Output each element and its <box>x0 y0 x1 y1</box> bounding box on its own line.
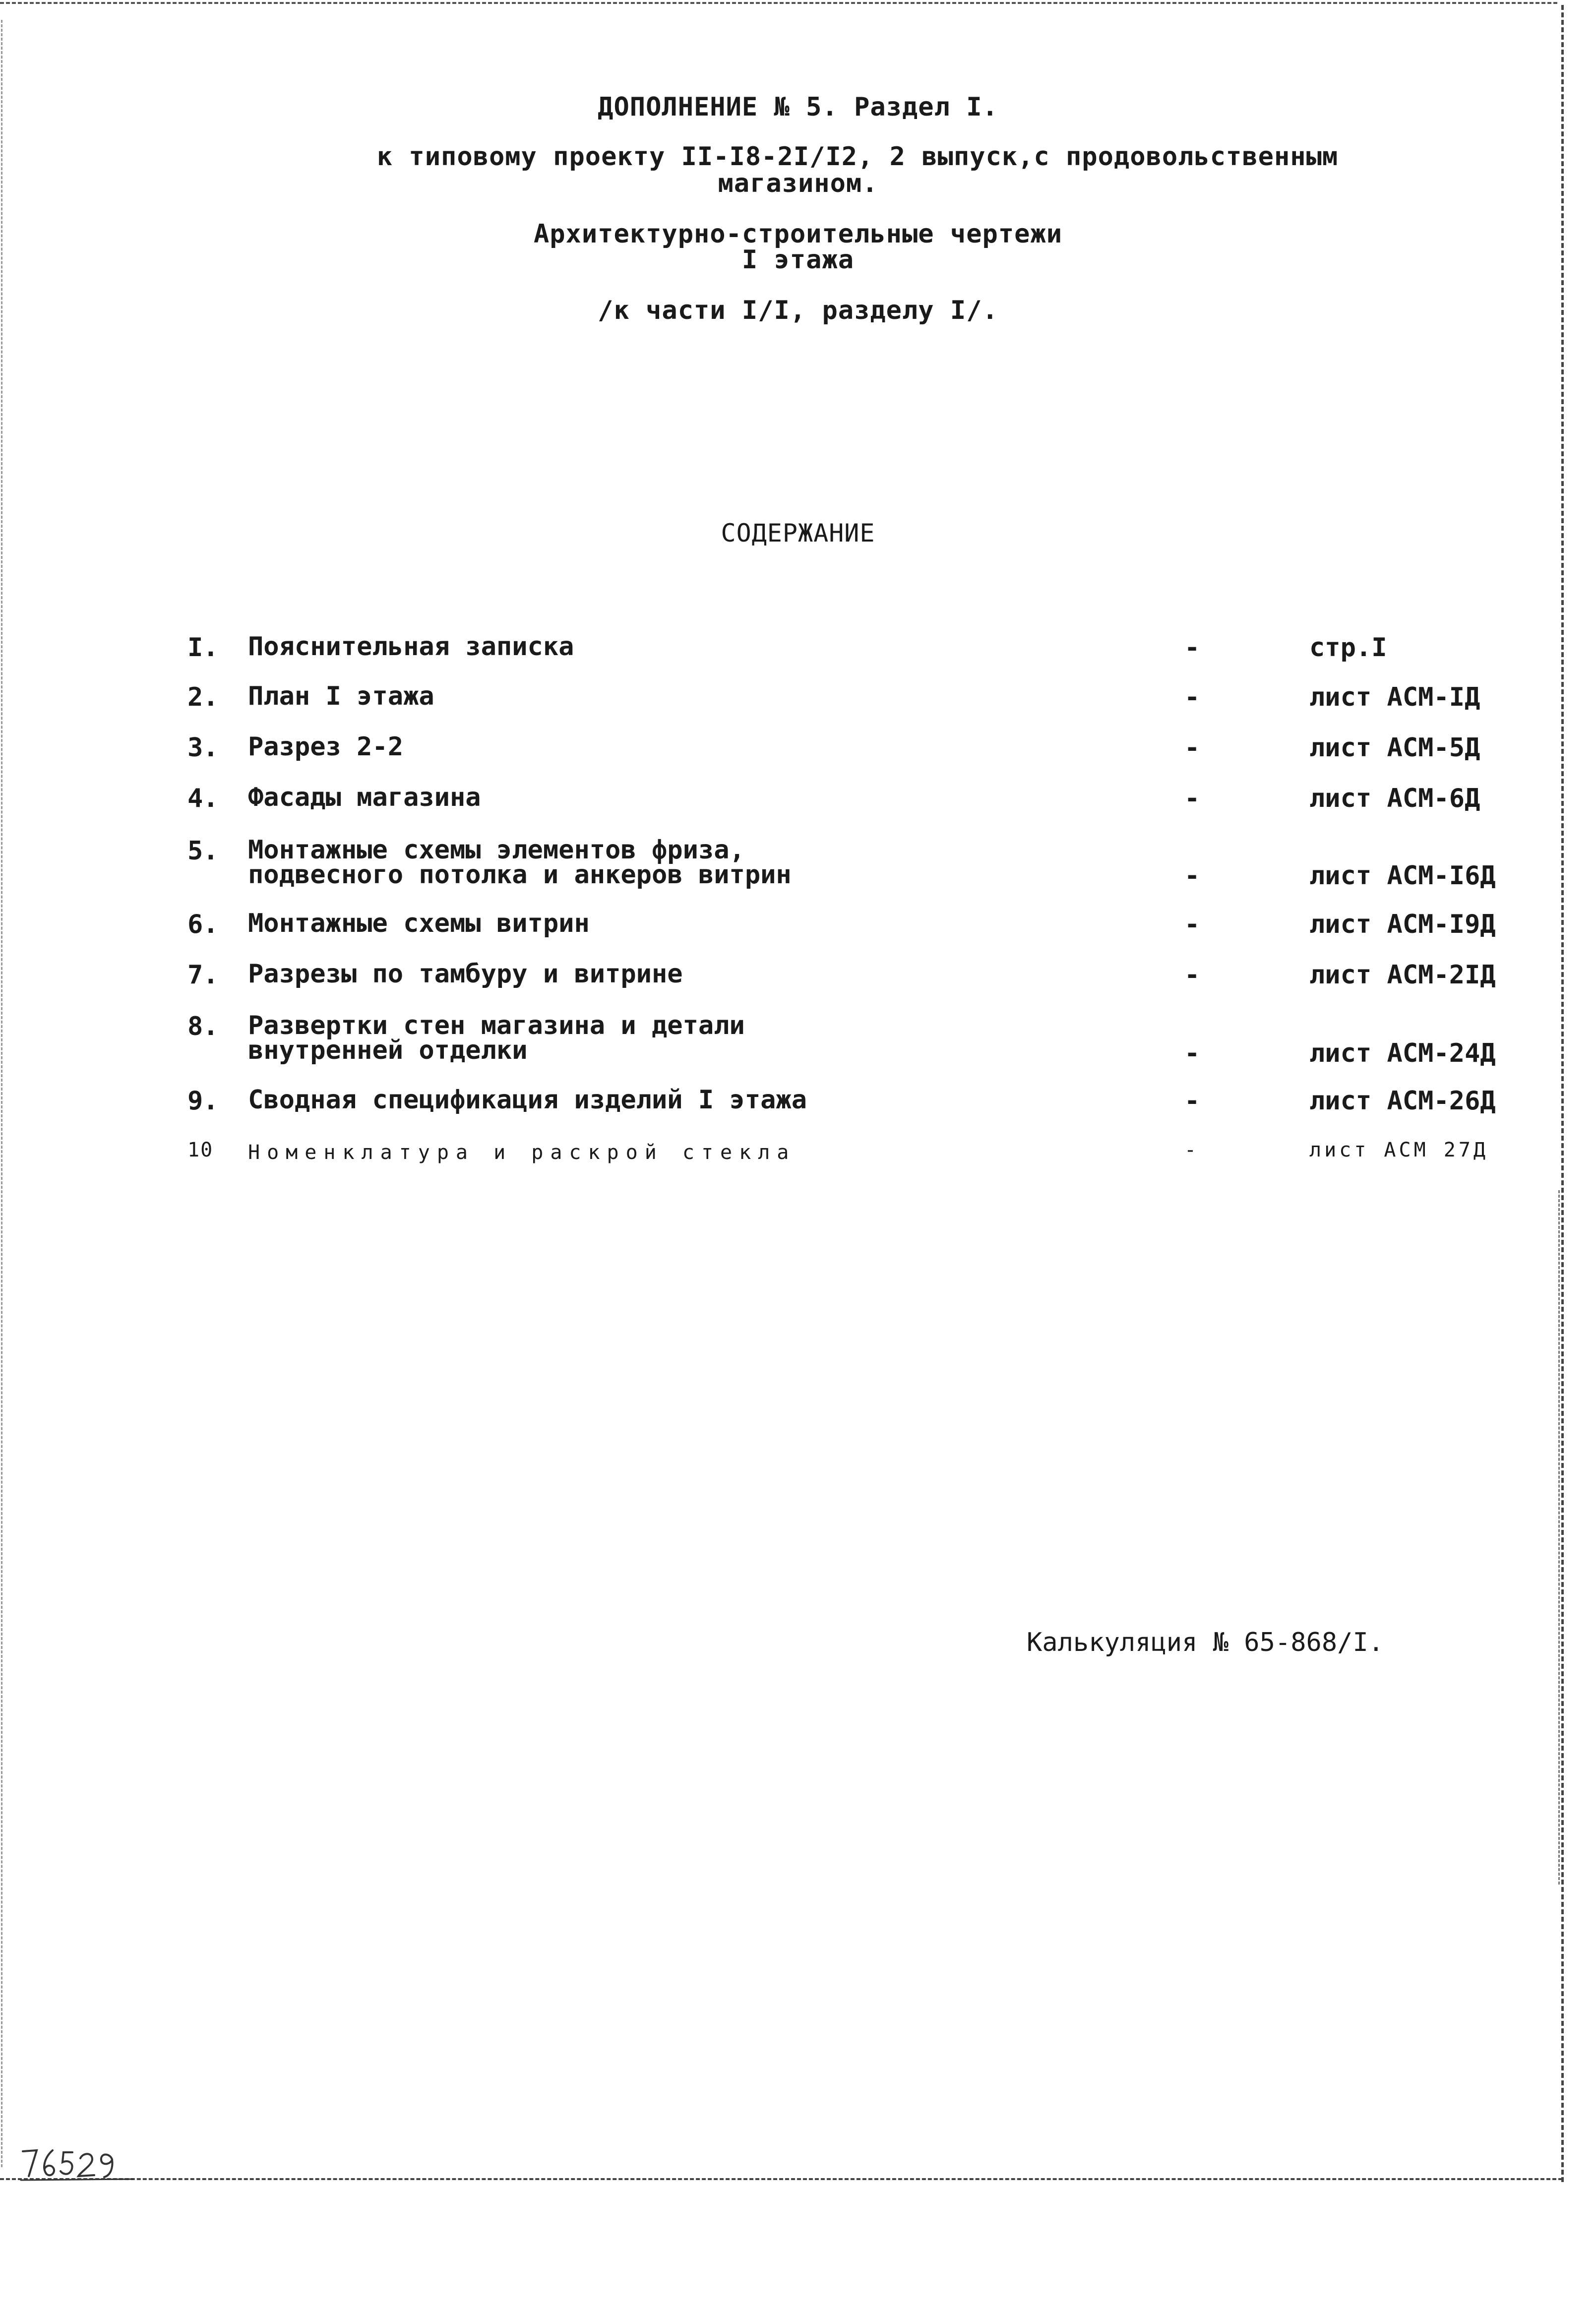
toc-item-title: Сводная спецификация изделий I этажа <box>248 1085 807 1115</box>
toc-item-dash: - <box>1184 733 1200 763</box>
drawings-subtitle: Архитектурно-строительные чертежи <box>533 219 1063 249</box>
frame-right-inner-border <box>1558 1190 1560 1885</box>
toc-item-title-cont: подвесного потолка и анкеров витрин <box>248 860 792 890</box>
toc-item-title: Пояснительная записка <box>248 632 574 662</box>
toc-item-dash: - <box>1184 960 1200 990</box>
document-heading: ДОПОЛНЕНИЕ № 5. Раздел I. <box>598 92 998 122</box>
toc-item-title: Развертки стен магазина и детали <box>248 1011 745 1040</box>
toc-item-dash: - <box>1184 910 1200 939</box>
toc-item-reference: лист АСМ-IД <box>1309 682 1480 712</box>
toc-item-reference: лист АСМ 27Д <box>1309 1139 1488 1161</box>
toc-item-dash: - <box>1184 1139 1204 1161</box>
toc-item-number: 3. <box>187 733 219 763</box>
project-reference: к типовому проекту II-I8-2I/I2, 2 выпуск,с продовольственным <box>376 142 1339 172</box>
toc-item-number: 9. <box>187 1086 219 1116</box>
toc-item-reference: стр.I <box>1309 633 1387 663</box>
frame-bottom-border <box>0 2178 1562 2180</box>
toc-item-title: Номенклатура и раскрой стекла <box>248 1141 796 1164</box>
toc-item-reference: лист АСМ-I6Д <box>1309 861 1496 891</box>
toc-item-number: 8. <box>187 1012 219 1041</box>
drawings-subtitle-cont: I этажа <box>741 245 855 275</box>
toc-item-number: 5. <box>187 836 219 866</box>
toc-item-reference: лист АСМ-24Д <box>1309 1038 1496 1068</box>
toc-item-reference: лист АСМ-I9Д <box>1309 910 1496 939</box>
frame-right-border <box>1561 5 1564 2182</box>
toc-item-title: План I этажа <box>248 681 434 711</box>
toc-item-dash: - <box>1184 1038 1200 1068</box>
toc-item-number: 4. <box>187 784 219 813</box>
contents-title: СОДЕРЖАНИЕ <box>721 519 875 548</box>
project-reference-cont: магазином. <box>718 169 878 198</box>
toc-item-number: I. <box>187 633 219 663</box>
toc-item-number: 10 <box>187 1139 214 1161</box>
toc-item-dash: - <box>1184 1086 1200 1116</box>
toc-item-reference: лист АСМ-6Д <box>1309 784 1480 813</box>
toc-item-number: 7. <box>187 960 219 990</box>
toc-item-dash: - <box>1184 861 1200 891</box>
toc-item-number: 2. <box>187 682 219 712</box>
frame-top-border <box>0 2 1557 4</box>
toc-item-title: Монтажные схемы витрин <box>248 909 590 938</box>
toc-item-title: Фасады магазина <box>248 783 481 812</box>
calculation-note: Калькуляция № 65-868/I. <box>1027 1628 1384 1657</box>
toc-item-title: Разрез 2-2 <box>248 732 404 762</box>
toc-item-reference: лист АСМ-2IД <box>1309 960 1496 990</box>
toc-item-number: 6. <box>187 910 219 939</box>
handwritten-inventory-number <box>20 2137 134 2182</box>
toc-item-title: Монтажные схемы элементов фриза, <box>248 835 745 865</box>
toc-item-reference: лист АСМ-26Д <box>1309 1086 1496 1116</box>
toc-item-dash: - <box>1184 633 1200 663</box>
frame-left-border <box>1 20 2 2167</box>
part-reference: /к части I/I, разделу I/. <box>598 296 998 325</box>
toc-item-dash: - <box>1184 682 1200 712</box>
toc-item-title-cont: внутренней отделки <box>248 1035 528 1065</box>
toc-item-reference: лист АСМ-5Д <box>1309 733 1480 763</box>
toc-item-title: Разрезы по тамбуру и витрине <box>248 959 683 989</box>
toc-item-dash: - <box>1184 784 1200 813</box>
